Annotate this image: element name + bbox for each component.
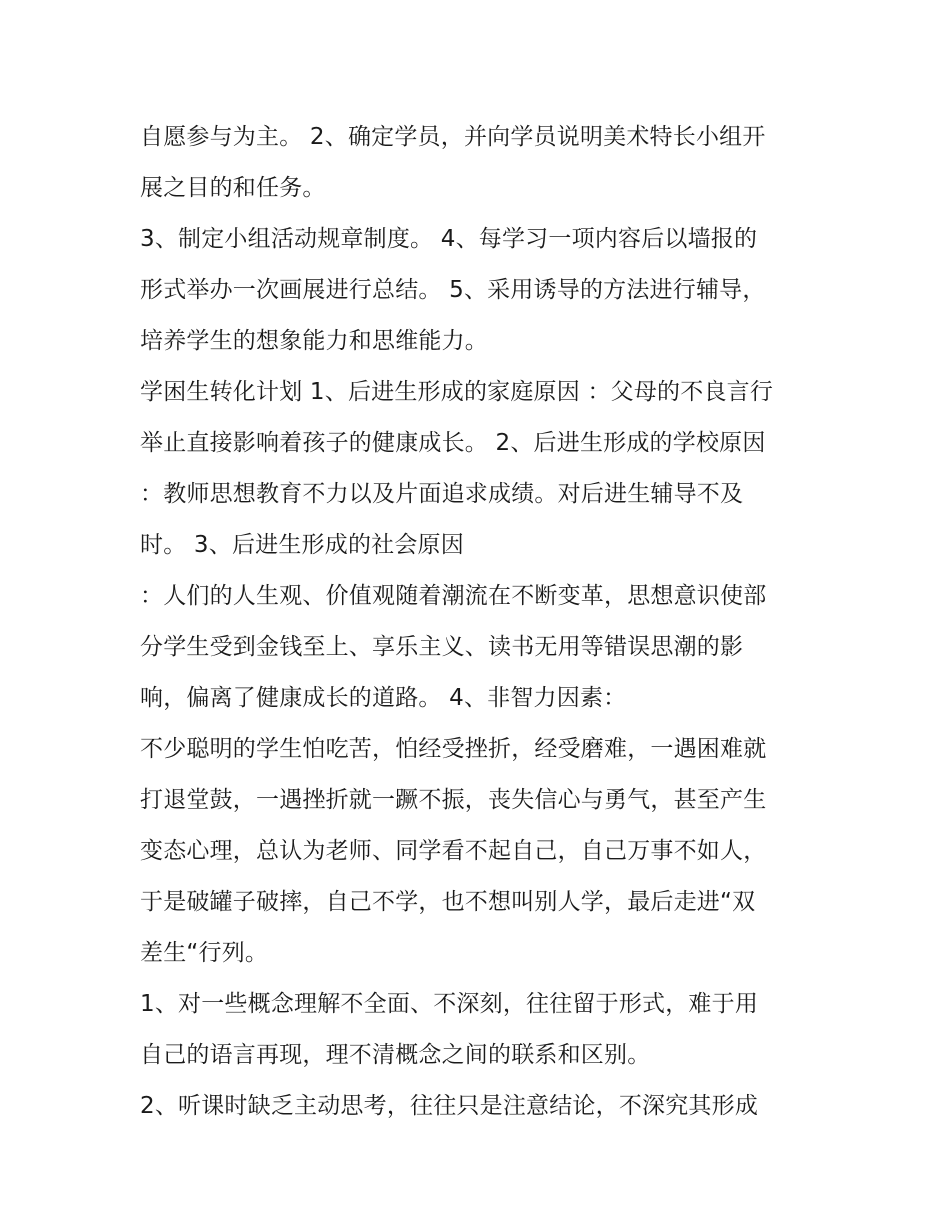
- paragraph-2: 3、制定小组活动规章制度。 4、每学习一项内容后以墙报的 形式举办一次画展进行总结。 5、采用诱导的方法进行辅导， 培养学生的想象能力和思维能力。: [140, 226, 766, 354]
- paragraph-3: 学困生转化计划 1、后进生形成的家庭原因 ：父母的不良言行 举止直接影响着孩子的健康成长。 2、后进生形成的学校原因 ：教师思想教育不力以及片面追求成绩。对后进生辅导不及 时。 3、后进生形成的社会原因: [140, 379, 774, 558]
- document-body: [140, 112, 820, 1132]
- paragraph-6: 1、对一些概念理解不全面、不深刻，往往留于形式，难于用 自己的语言再现，理不清概念之间的联系和区别。: [140, 991, 759, 1068]
- paragraph-5: 不少聪明的学生怕吃苦，怕经受挫折，经受磨难，一遇困难就 打退堂鼓，一遇挫折就一蹶不振，丧失信心与勇气，甚至产生 变态心理，总认为老师、同学看不起自己，自己万事不如人， 于是破罐子破摔，自己不学，也不想叫别人学，最后走进“双 差生“行列。: [140, 736, 767, 966]
- paragraph-1: 自愿参与为主。 2、确定学员，并向学员说明美术特长小组开 展之目的和任务。: [140, 124, 766, 201]
- paragraph-7: 2、听课时缺乏主动思考，往往只是注意结论，不深究其形成: [140, 1093, 759, 1119]
- paragraph-4: ：人们的人生观、价值观随着潮流在不断变革，思想意识使部 分学生受到金钱至上、享乐主义、读书无用等错误思潮的影 响，偏离了健康成长的道路。 4、非智力因素：: [140, 583, 767, 711]
